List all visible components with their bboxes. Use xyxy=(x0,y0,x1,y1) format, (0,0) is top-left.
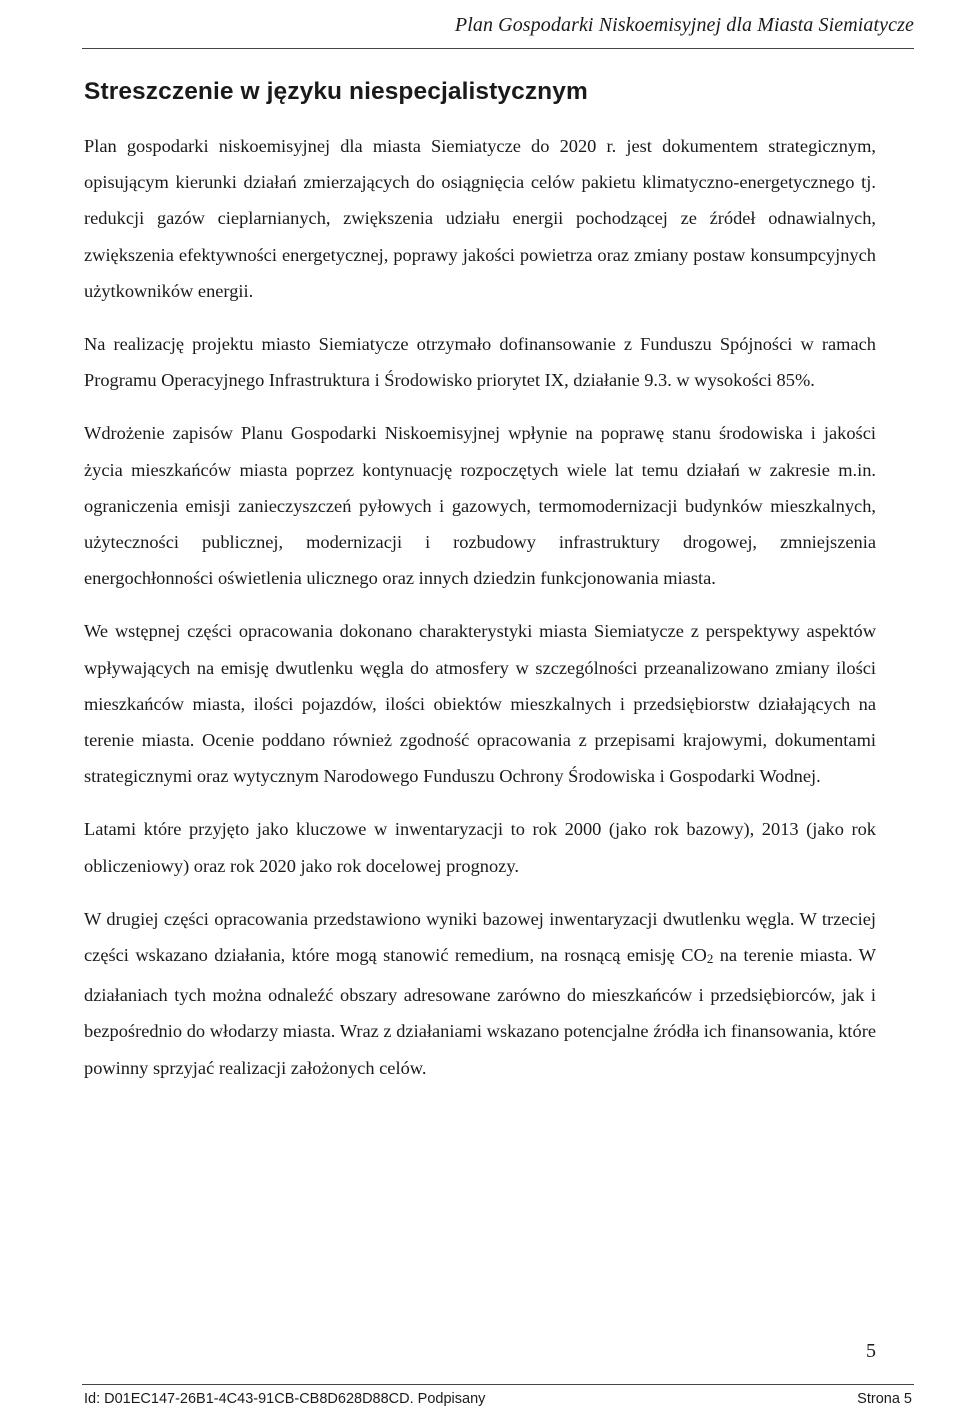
paragraph-funding: Na realizację projektu miasto Siemiatycze otrzymało dofinansowanie z Funduszu Spójności w ramach Programu Operacyjnego Infrastruktura i Środowisko priorytet IX, działanie 9.3. w wysokości 85%. xyxy=(84,334,876,391)
paragraph-characteristics: We wstępnej części opracowania dokonano charakterystyki miasta Siemiatycze z perspektywy aspektów wpływających na emisję dwutlenku węgla do atmosfery w szczególności przeanalizowano zmiany ilości mieszkańców miasta, ilości pojazdów, ilości obiektów mieszkalnych i przedsiębiorstw działających na terenie miasta. Ocenie poddano również zgodność opracowania z przepisami krajowymi, dokumentami strategicznymi oraz wytycznym Narodowego Funduszu Ochrony Środowiska i Gospodarki Wodnej. xyxy=(84,621,876,787)
co2-subscript: 2 xyxy=(706,951,714,967)
paragraph-inventory-part-2: na terenie miasta. W działaniach tych można odnaleźć obszary adresowane zarówno do mieszkańców i przedsiębiorców, jak i bezpośrednio do włodarzy miasta. Wraz z działaniami wskazano potencjalne źródła ich finansowania, które powinny sprzyjać realizacji założonych celów. xyxy=(84,945,876,1078)
running-header: Plan Gospodarki Niskoemisyjnej dla Miasta Siemiatycze xyxy=(454,14,914,36)
footer-divider xyxy=(82,1384,914,1385)
page-label: Strona 5 xyxy=(857,1391,912,1407)
paragraph-inventory xyxy=(84,901,876,1086)
paragraph-key-years: Latami które przyjęto jako kluczowe w inwentaryzacji to rok 2000 (jako rok bazowy), 2013 (jako rok obliczeniowy) oraz rok 2020 jako rok docelowej prognozy. xyxy=(84,819,876,876)
document-id: Id: D01EC147-26B1-4C43-91CB-CB8D628D88CD. Podpisany xyxy=(84,1391,486,1407)
header-divider xyxy=(82,48,914,49)
paragraph-intro: Plan gospodarki niskoemisyjnej dla miasta Siemiatycze do 2020 r. jest dokumentem strategicznym, opisującym kierunki działań zmierzających do osiągnięcia celów pakietu klimatyczno-energetycznego tj. redukcji gazów cieplarnianych, zwiększenia udziału energii pochodzącej ze źródeł odnawialnych, zwiększenia efektywności energetycznej, poprawy jakości powietrza oraz zmiany postaw konsumpcyjnych użytkowników energii. xyxy=(84,136,876,301)
page-number: 5 xyxy=(866,1340,876,1362)
page-body xyxy=(84,78,876,1103)
section-title: Streszczenie w języku niespecjalistycznym xyxy=(84,78,588,105)
paragraph-implementation: Wdrożenie zapisów Planu Gospodarki Niskoemisyjnej wpłynie na poprawę stanu środowiska i jakości życia mieszkańców miasta poprzez kontynuację rozpoczętych wiele lat temu działań w zakresie m.in. ograniczenia emisji zanieczyszczeń pyłowych i gazowych, termomodernizacji budynków mieszkalnych, użyteczności publicznej, modernizacji i rozbudowy infrastruktury drogowej, zmniejszenia energochłonności oświetlenia ulicznego oraz innych dziedzin funkcjonowania miasta. xyxy=(84,423,876,589)
paragraph-inventory-part-1: W drugiej części opracowania przedstawiono wyniki bazowej inwentaryzacji dwutlenku węgla. W trzeciej części wskazano działania, które mogą stanowić remedium, na rosnącą emisję CO xyxy=(84,908,876,966)
